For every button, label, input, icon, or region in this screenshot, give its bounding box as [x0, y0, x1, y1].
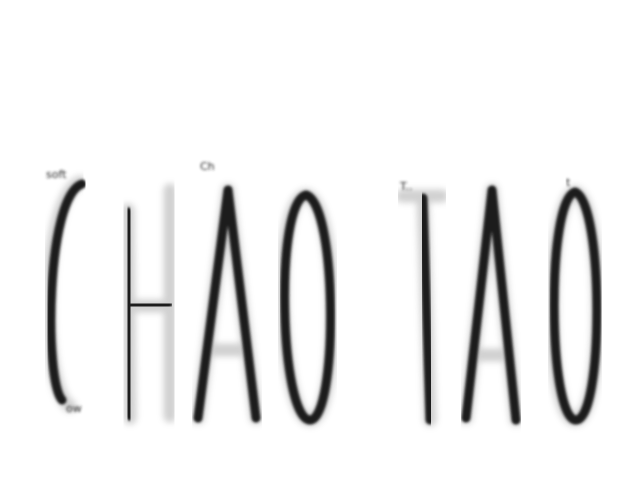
annotation-a-accent: Ch: [200, 160, 215, 173]
annotation-c-bottom: ow: [66, 402, 82, 415]
image-title: [0, 475, 640, 476]
annotation-c-top: soft: [46, 168, 67, 181]
letter-o: [285, 195, 331, 420]
annotation-o-top: t: [566, 176, 571, 189]
annotation-t-top: T..: [400, 180, 413, 193]
letter-t: [400, 196, 444, 420]
letter-o-second: [554, 192, 597, 420]
